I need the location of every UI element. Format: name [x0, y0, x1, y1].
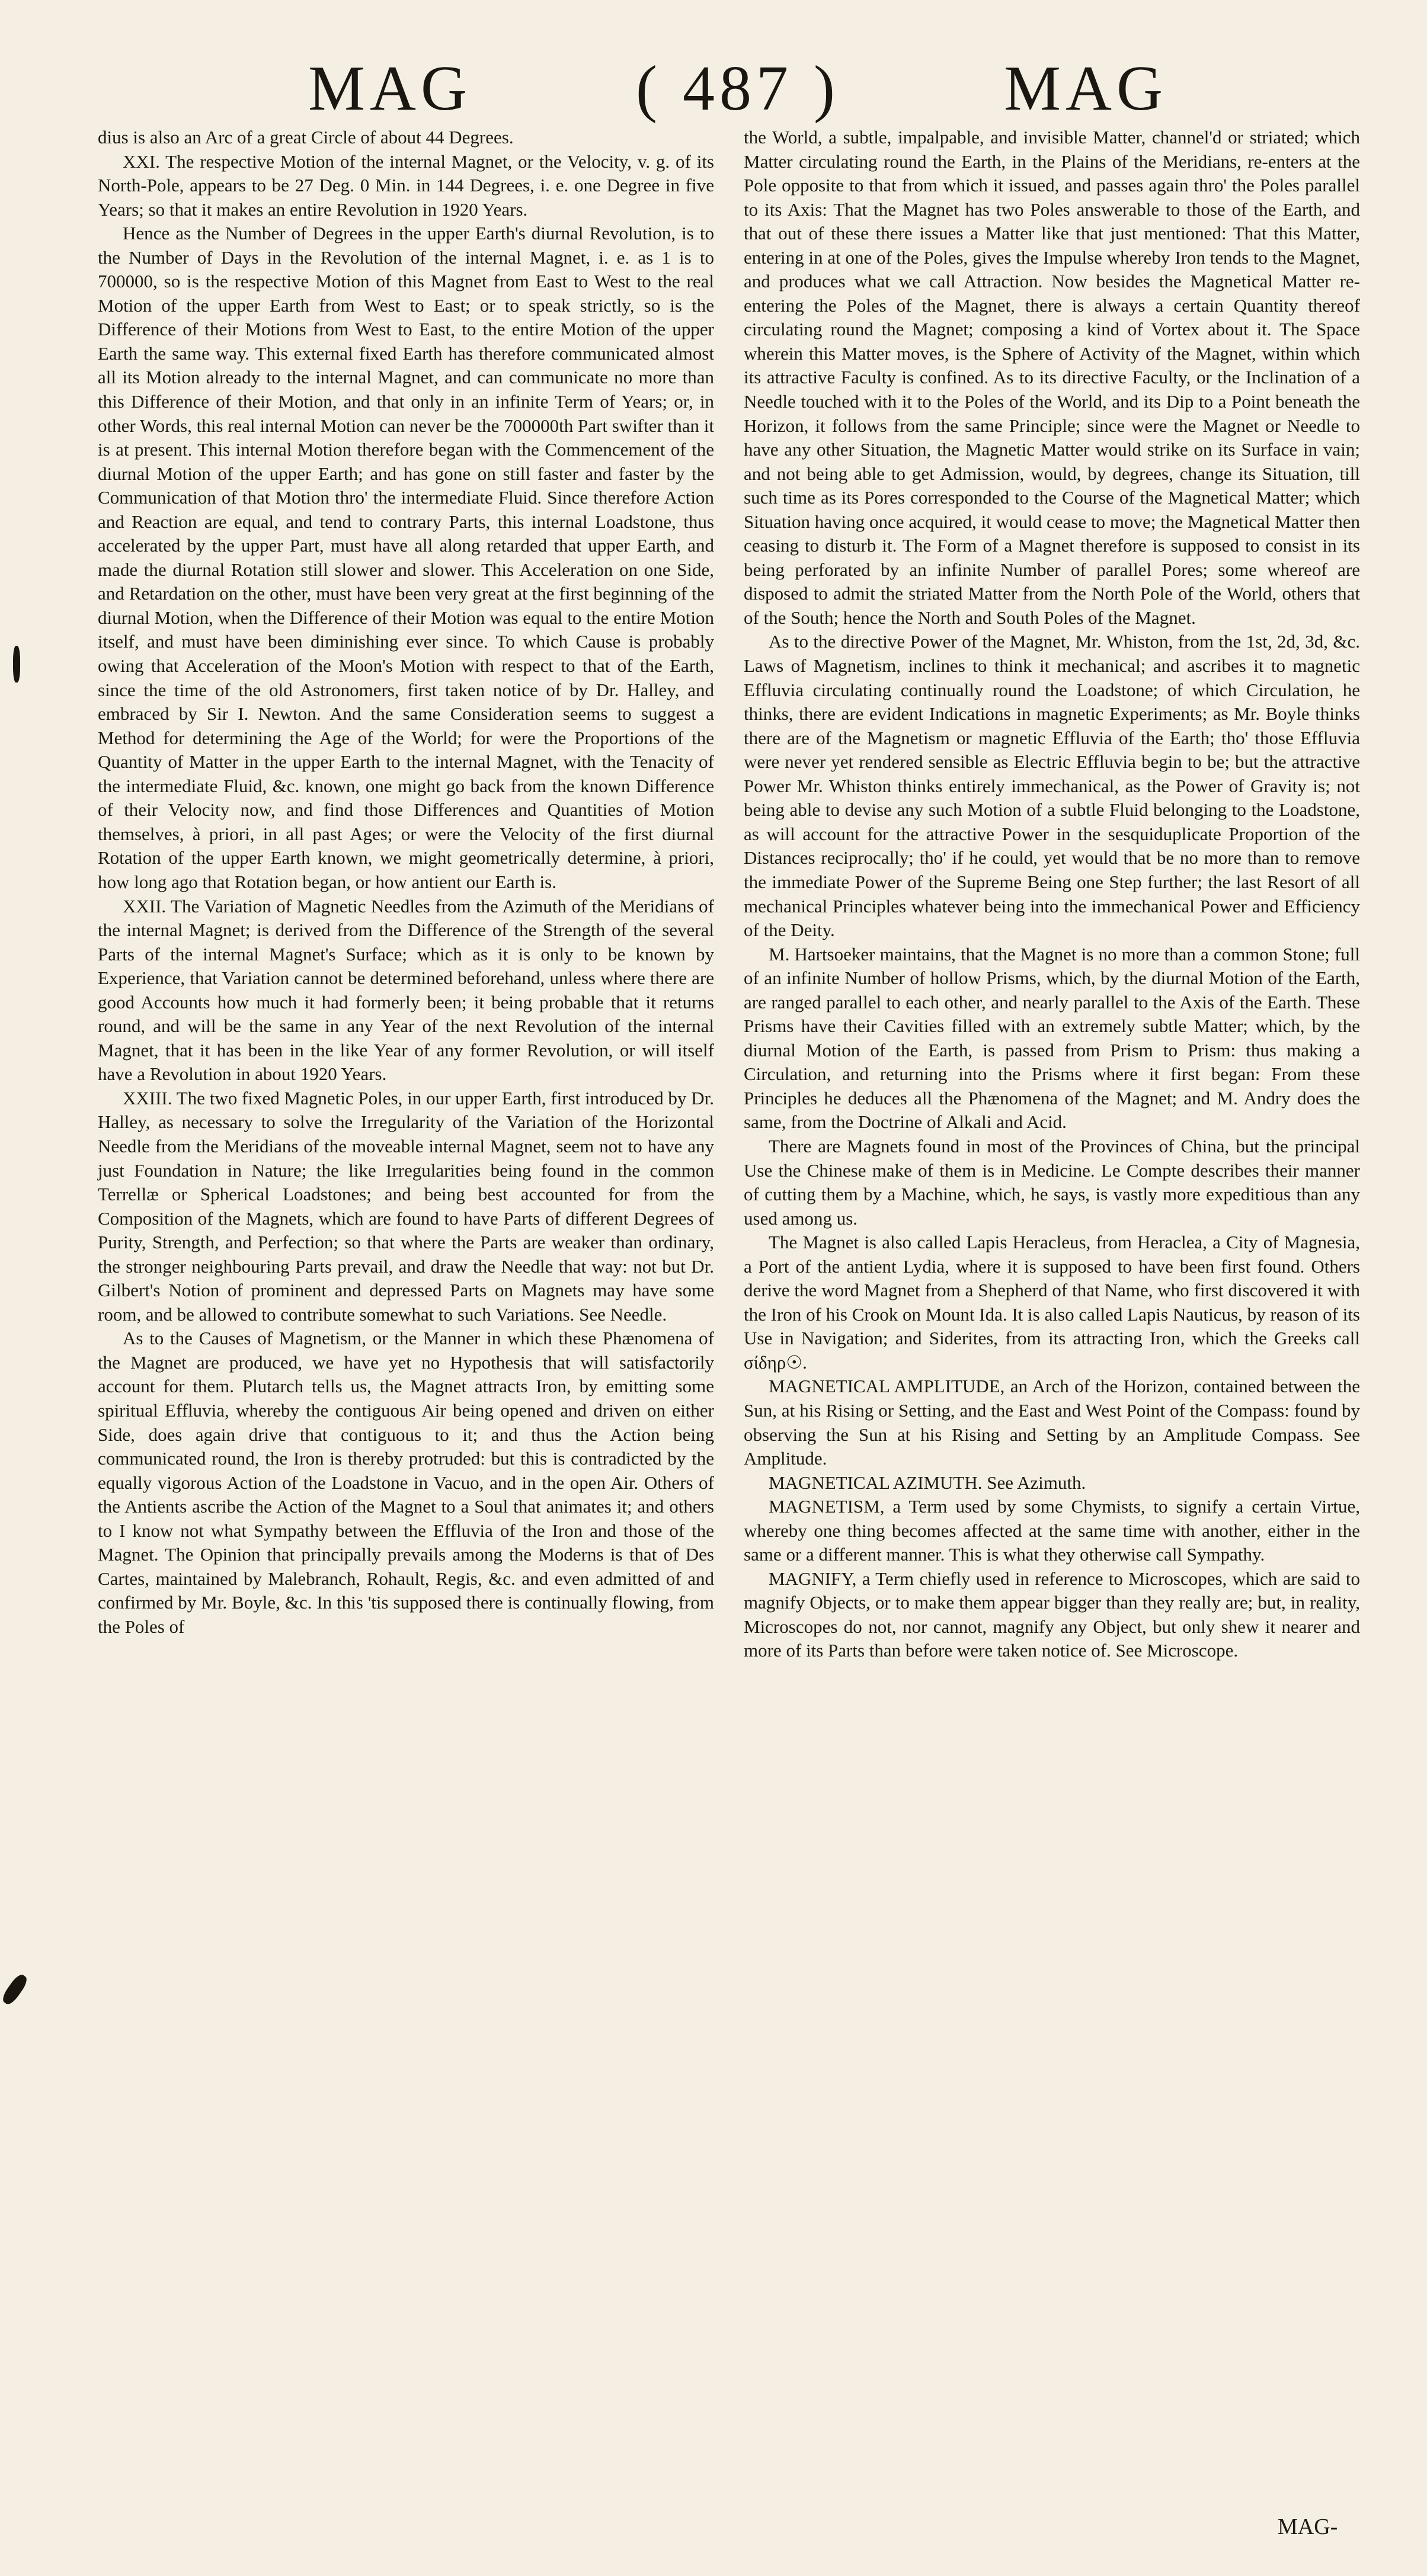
right-column: [744, 126, 1360, 1663]
running-header: [308, 53, 1167, 124]
ink-blot: [13, 646, 20, 683]
paragraph: XXII. The Variation of Magnetic Needles from the Azimuth of the Meridians of the internal Magnet; is derived from the Difference of the Strength of the several Parts of the internal Magnet's Surface; which as it is only to be known by Experience, that Variation cannot be determined beforehand, unless where there are good Accounts how much it had formerly been; it being probable that it returns round, and will be the same in any Year of the next Revolution of the internal Magnet, that it has been in the like Year of any former Revolution, or will itself have a Revolution in about 1920 Years.: [98, 895, 714, 1085]
entry-magnetical-amplitude: MAGNETICAL AMPLITUDE, an Arch of the Horizon, contained between the Sun, at his Rising or Setting, and the East and West Point of the Compass: found by observing the Sun at his Rising and Setting by an Amplitude Compass. See Amplitude.: [744, 1376, 1360, 1469]
catchword: MAG-: [1278, 2514, 1338, 2539]
paragraph: the World, a subtle, impalpable, and invisible Matter, channel'd or striated; which Matter circulating round the Earth, in the Plains of the Meridians, re-enters at the Pole opposite to that from which it issued, and passes again thro' the Poles parallel to its Axis: That the Magnet has two Poles answerable to those of the Earth, and that out of these there issues a Matter like that just mentioned: That this Matter, entering in at one of the Poles, gives the Impulse whereby Iron tends to the Magnet, and produces what we call Attraction. Now besides the Magnetical Matter re-entering the Poles of the Magnet, there is always a certain Quantity thereof circulating round the Magnet; composing a kind of Vortex about it. The Space wherein this Matter moves, is the Sphere of Activity of the Magnet, within which its attractive Faculty is confined. As to its directive Faculty, or the Inclination of a Needle touched with it to the Poles of the World, and its Dip to a Point beneath the Horizon, it follows from the same Principle; since were the Magnet or Needle to have any other Situation, the Magnetic Matter would strike on its Surface in vain; and not being able to get Admission, would, by degrees, change its Situation, till such time as its Pores corresponded to the Course of the Magnetical Matter; which Situation having once acquired, it would cease to move; the Magnetical Matter then ceasing to disturb it. The Form of a Magnet therefore is supposed to consist in its being perforated by an infinite Number of parallel Pores; some whereof are disposed to admit the striated Matter from the North Pole of the World, others that of the South; hence the North and South Poles of the Magnet.: [744, 127, 1360, 628]
left-column: [98, 126, 714, 1639]
paragraph: As to the Causes of Magnetism, or the Manner in which these Phænomena of the Magnet are produced, we have yet no Hypothesis that will satisfactorily account for them. Plutarch tells us, the Magnet attracts Iron, by emitting some spiritual Effluvia, whereby the contiguous Air being opened and driven on either Side, does again drive that contiguous to it; and thus the Action being communicated round, the Iron is thereby protruded: but this is contradicted by the equally vigorous Action of the Loadstone in Vacuo, and in the open Air. Others of the Antients ascribe the Action of the Magnet to a Soul that animates it; and others to I know not what Sympathy between the Effluvia of the Iron and those of the Magnet. The Opinion that principally prevails among the Moderns is that of Des Cartes, maintained by Malebranch, Rohault, Regis, &c. and even admitted of and confirmed by Mr. Boyle, &c. In this 'tis supposed there is continually flowing, from the Poles of: [98, 1328, 714, 1637]
header-left-word: MAG: [308, 53, 472, 124]
paragraph: XXIII. The two fixed Magnetic Poles, in our upper Earth, first introduced by Dr. Halley, as necessary to solve the Irregularity of the Variation of the Horizontal Needle from the Meridians of the moveable internal Magnet, seem not to have any just Foundation in Nature; the like Irregularities being found in the common Terrellæ or Spherical Loadstones; and being best accounted for from the Composition of the Magnets, which are found to have Parts of different Degrees of Purity, Strength, and Perfection; so that where the Parts are weaker than ordinary, the stronger neighbouring Parts prevail, and draw the Needle that way: not but Dr. Gilbert's Notion of prominent and depressed Parts on Magnets may have some room, and be allowed to contribute somewhat to such Variations. See Needle.: [98, 1087, 714, 1325]
ink-blot: [0, 1972, 30, 2007]
page-number: ( 487 ): [636, 53, 840, 124]
paragraph: There are Magnets found in most of the Provinces of China, but the principal Use the Chinese make of them is in Medicine. Le Compte describes their manner of cutting them by a Machine, which, he says, is vastly more expeditious than any used among us.: [744, 1135, 1360, 1229]
paragraph: The Magnet is also called Lapis Heracleus, from Heraclea, a City of Magnesia, a Port of the antient Lydia, where it is supposed to have been first found. Others derive the word Magnet from a Shepherd of that Name, who first discovered it with the Iron of his Crook on Mount Ida. It is also called Lapis Nauticus, by reason of its Use in Navigation; and Siderites, from its attracting Iron, which the Greeks call σίδηρ☉.: [744, 1232, 1360, 1373]
paragraph: M. Hartsoeker maintains, that the Magnet is no more than a common Stone; full of an infinite Number of hollow Prisms, which, by the diurnal Motion of the Earth, are ranged parallel to each other, and nearly parallel to the Axis of the Earth. These Prisms have their Cavities filled with an extremely subtle Matter; which, by the diurnal Motion of the Earth, is passed from Prism to Prism: thus making a Circulation, and returning into the Prisms where it first began: From these Principles he deduces all the Phænomena of the Magnet; and M. Andry does the same, from the Doctrine of Alkali and Acid.: [744, 943, 1360, 1133]
paragraph: Hence as the Number of Degrees in the upper Earth's diurnal Revolution, is to the Number of Days in the Revolution of the internal Magnet, i. e. as 1 is to 700000, so is the respective Motion of this Magnet from East to West to the real Motion of the upper Earth from West to East; or to speak strictly, so is the Difference of their Motions from West to East, to the entire Motion of the upper Earth the same way. This external fixed Earth has therefore communicated almost all its Motion already to the internal Magnet, and can communicate no more than this Difference of their Motion, and that only in an infinite Term of Years; or, in other Words, this real internal Motion can never be the 700000th Part swifter than it is at present. This internal Motion therefore began with the Commencement of the diurnal Motion of the upper Earth; and has gone on still faster and faster by the Communication of that Motion thro' the intermediate Fluid. Since therefore Action and Reaction are equal, and tend to contrary Parts, this internal Loadstone, thus accelerated by the upper Part, must have all along retarded that upper Earth, and made the diurnal Rotation still slower and slower. This Acceleration on one Side, and Retardation on the other, must have been very great at the first beginning of the diurnal Motion, when the Difference of their Motion was equal to the entire Motion itself, and must have been diminishing ever since. To which Cause is probably owing that Acceleration of the Moon's Motion with respect to that of the Earth, since the time of the old Astronomers, first taken notice of by Dr. Halley, and embraced by Sir I. Newton. And the same Consideration seems to suggest a Method for determining the Age of the World; for were the Proportions of the Quantity of Matter in the upper Earth to the internal Magnet, with the Tenacity of the intermediate Fluid, &c. known, one might go back from the known Difference of their Velocity now, and find those Differences and Quantities of Motion themselves, à priori, in all past Ages; or were the Velocity of the first diurnal Rotation of the upper Earth known, we might geometrically determine, à priori, how long ago that Rotation began, or how antient our Earth is.: [98, 223, 714, 892]
paragraph: As to the directive Power of the Magnet, Mr. Whiston, from the 1st, 2d, 3d, &c. Laws of Magnetism, inclines to think it mechanical; and ascribes it to magnetic Effluvia circulating continually round the Loadstone; of which Circulation, he thinks, there are evident Indications in magnetic Experiments; as Mr. Boyle thinks there are of the Magnetism or magnetic Effluvia of the Earth; tho' those Effluvia were never yet rendered sensible as Electric Effluvia begin to be; but the attractive Power Mr. Whiston thinks entirely immechanical, as the Power of Gravity is; not being able to devise any such Motion of a subtle Fluid belonging to the Loadstone, as will account for the attractive Power in the sesquiduplicate Proportion of the Distances reciprocally; tho' if he could, yet would that be no more than to remove the immediate Power of the Supreme Being one Step further; the last Resort of all mechanical Principles whatever being into the immechanical Power and Efficiency of the Deity.: [744, 631, 1360, 941]
entry-magnify: MAGNIFY, a Term chiefly used in reference to Microscopes, which are said to magnify Objects, or to make them appear bigger than they really are; but, in reality, Microscopes do not, nor cannot, magnify any Object, but only shew it nearer and more of its Parts than before were taken notice of. See Microscope.: [744, 1568, 1360, 1661]
paragraph: dius is also an Arc of a great Circle of about 44 Degrees.: [98, 127, 514, 148]
header-right-word: MAG: [1003, 53, 1167, 124]
paragraph: XXI. The respective Motion of the internal Magnet, or the Velocity, v. g. of its North-Pole, appears to be 27 Deg. 0 Min. in 144 Degrees, i. e. one Degree in five Years; so that it makes an entire Revolution in 1920 Years.: [98, 150, 714, 220]
entry-magnetism: MAGNETISM, a Term used by some Chymists, to signify a certain Virtue, whereby one thing becomes affected at the same time with another, either in the same or a different manner. This is what they otherwise call Sympathy.: [744, 1496, 1360, 1565]
entry-magnetical-azimuth: MAGNETICAL AZIMUTH. See Azimuth.: [769, 1472, 1086, 1493]
